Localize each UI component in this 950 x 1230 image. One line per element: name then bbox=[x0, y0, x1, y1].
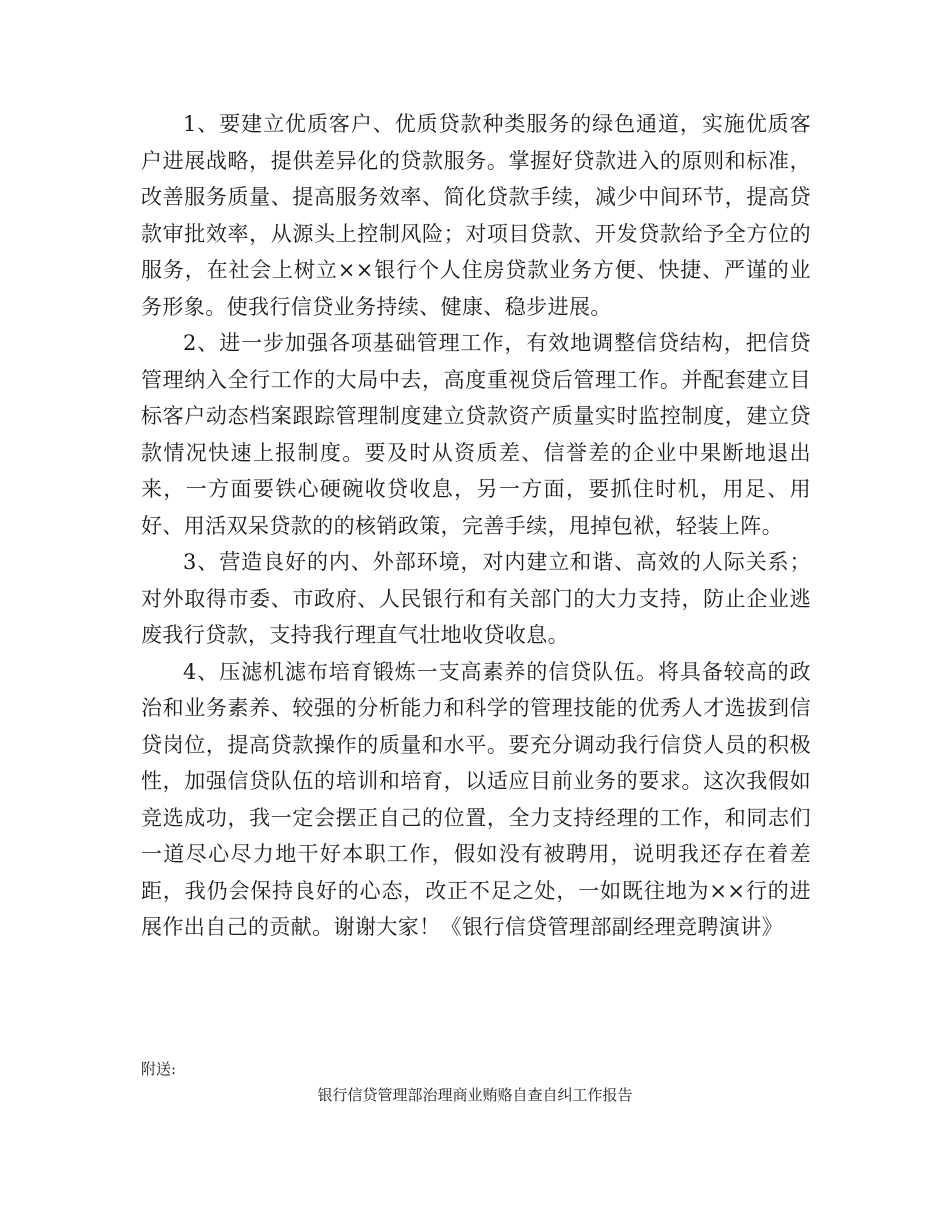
appendix-label: 附送: bbox=[141, 1060, 177, 1078]
paragraph-4: 4、压滤机滤布培育锻炼一支高素养的信贷队伍。将具备较高的政治和业务素养、较强的分析能力和科学的管理技能的优秀人才选拔到信贷岗位，提高贷款操作的质量和水平。要充分调动我行信贷人员的积极性，加强信贷队伍的培训和培育，以适应目前业务的要求。这次我假如竞选成功，我一定会摆正自己的位置，全力支持经理的工作，和同志们一道尽心尽力地干好本职工作，假如没有被聘用，说明我还存在着差距，我仍会保持良好的心态，改正不足之处，一如既往地为××行的进展作出自己的贡献。谢谢大家！《银行信贷管理部副经理竞聘演讲》 bbox=[141, 659, 811, 939]
paragraph-1: 1、要建立优质客户、优质贷款种类服务的绿色通道，实施优质客户进展战略，提供差异化的贷款服务。掌握好贷款进入的原则和标准，改善服务质量、提高服务效率、简化贷款手续，减少中间环节，提高贷款审批效率，从源头上控制风险；对项目贷款、开发贷款给予全方位的服务，在社会上树立××银行个人住房贷款业务方便、快捷、严谨的业务形象。使我行信贷业务持续、健康、稳步进展。 bbox=[141, 112, 811, 319]
document-body bbox=[141, 106, 811, 946]
appendix-title: 银行信贷管理部治理商业贿赂自查自纠工作报告 bbox=[317, 1086, 633, 1104]
paragraph-2: 2、进一步加强各项基础管理工作，有效地调整信贷结构，把信贷管理纳入全行工作的大局中去，高度重视贷后管理工作。并配套建立目标客户动态档案跟踪管理制度建立贷款资产质量实时监控制度，建立贷款情况快速上报制度。要及时从资质差、信誉差的企业中果断地退出来，一方面要铁心硬碗收贷收息，另一方面，要抓住时机，用足、用好、用活双呆贷款的的核销政策，完善手续，甩掉包袱，轻装上阵。 bbox=[141, 331, 811, 538]
paragraph-3: 3、营造良好的内、外部环境，对内建立和谐、高效的人际关系；对外取得市委、市政府、人民银行和有关部门的大力支持，防止企业逃废我行贷款，支持我行理直气壮地收贷收息。 bbox=[141, 550, 811, 647]
